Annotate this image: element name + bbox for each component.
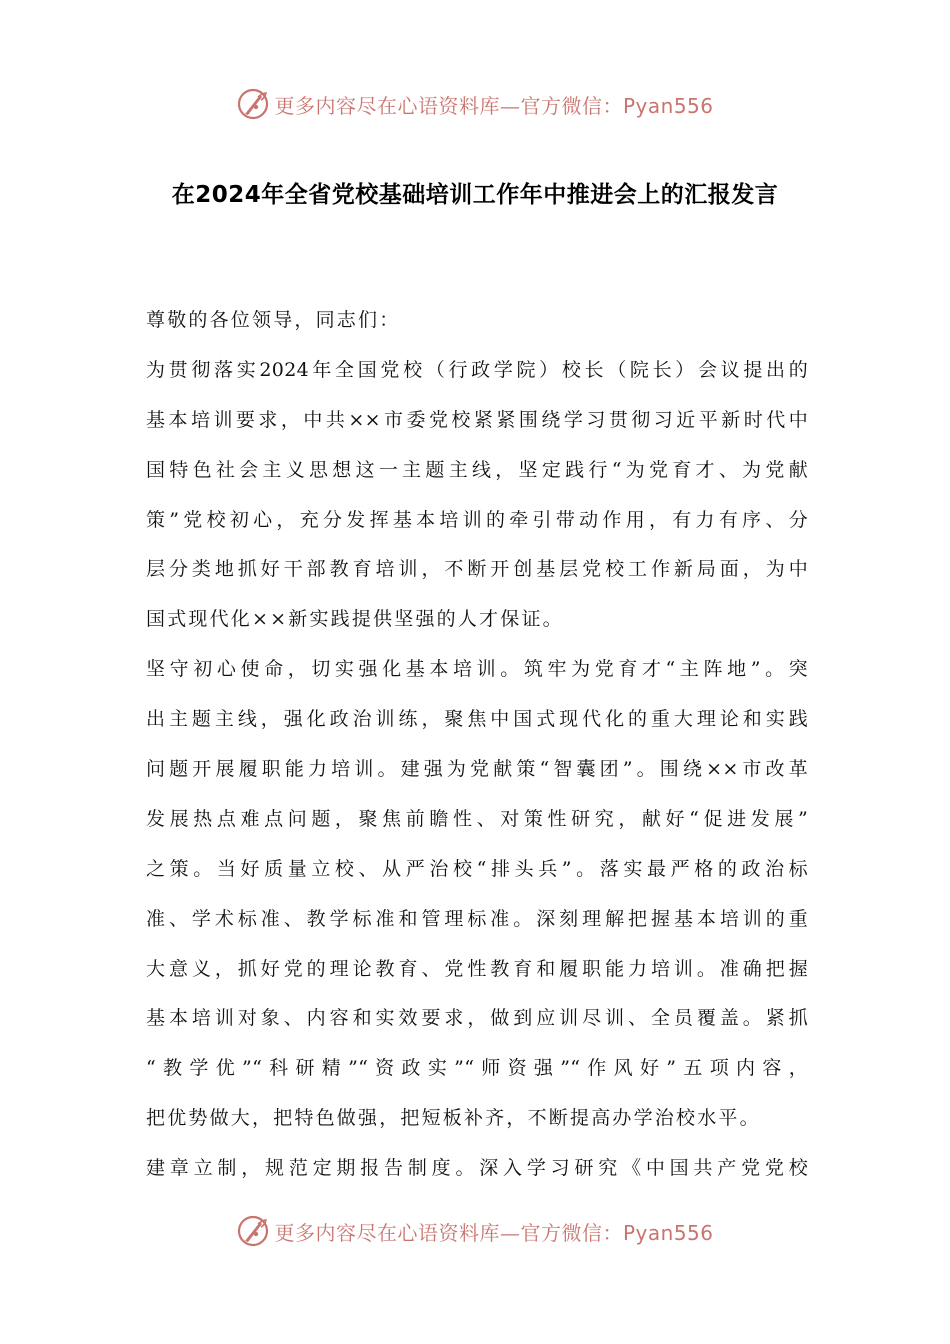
header-watermark-banner (0, 84, 950, 124)
watermark-text: 更多内容尽在心语资料库—官方微信：Pyan556 (274, 1220, 714, 1245)
text-line: 基本培训要求，中共××市委党校紧紧围绕学习贯彻习近平新时代中 (146, 408, 808, 431)
quill-logo-icon (236, 1214, 270, 1248)
document-body (146, 296, 808, 1194)
text-line: 之策。当好质量立校、从严治校“排头兵”。落实最严格的政治标 (146, 857, 808, 880)
text-line: 为贯彻落实2024年全国党校（行政学院）校长（院长）会议提出的 (146, 358, 808, 381)
watermark-text: 更多内容尽在心语资料库—官方微信：Pyan556 (274, 93, 714, 118)
text-line: 策”党校初心，充分发挥基本培训的牵引带动作用，有力有序、分 (146, 508, 808, 531)
text-line: 出主题主线，强化政治训练，聚焦中国式现代化的重大理论和实践 (146, 708, 808, 731)
text-line: 尊敬的各位领导，同志们： (146, 309, 401, 331)
footer-watermark-banner (0, 1211, 950, 1251)
text-line: 准、学术标准、教学标准和管理标准。深刻理解把握基本培训的重 (146, 907, 808, 930)
text-line: 国特色社会主义思想这一主题主线，坚定践行“为党育才、为党献 (146, 458, 808, 481)
text-line: 国式现代化××新实践提供坚强的人才保证。 (146, 608, 564, 631)
text-line: 基本培训对象、内容和实效要求，做到应训尽训、全员覆盖。紧抓 (146, 1007, 808, 1030)
text-line: 建章立制，规范定期报告制度。深入学习研究《中国共产党党校 (146, 1157, 808, 1180)
text-line: 发展热点难点问题，聚焦前瞻性、对策性研究，献好“促进发展” (146, 807, 808, 830)
text-line: 层分类地抓好干部教育培训，不断开创基层党校工作新局面，为中 (146, 558, 808, 581)
text-line: “教学优”“科研精”“资政实”“师资强”“作风好”五项内容， (146, 1057, 808, 1080)
text-line: 把优势做大，把特色做强，把短板补齐，不断提高办学治校水平。 (146, 1107, 761, 1130)
document-title: 在2024年全省党校基础培训工作年中推进会上的汇报发言 (171, 182, 779, 208)
text-line: 问题开展履职能力培训。建强为党献策“智囊团”。围绕××市改革 (146, 758, 808, 781)
text-line: 大意义，抓好党的理论教育、党性教育和履职能力培训。准确把握 (146, 957, 808, 980)
quill-logo-icon (236, 87, 270, 121)
text-line: 坚守初心使命，切实强化基本培训。筑牢为党育才“主阵地”。突 (146, 658, 808, 681)
